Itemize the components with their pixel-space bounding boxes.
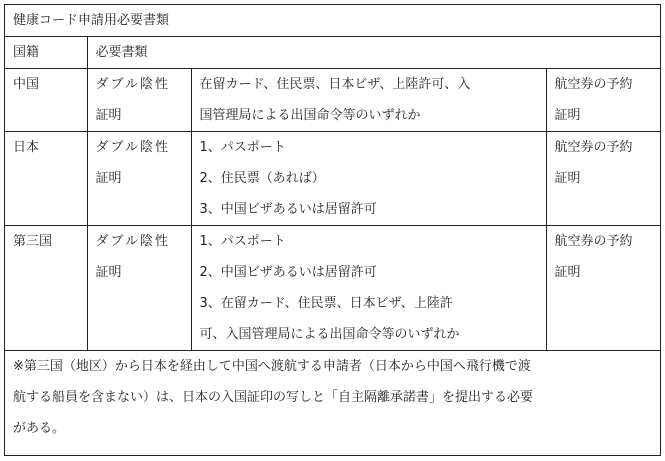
doc-line: 3、在留カード、住民票、日本ビザ、上陸許 (199, 296, 453, 311)
country-cell: 日本 (5, 132, 87, 226)
test-line: ダブル陰性 (95, 234, 170, 249)
header-row (5, 37, 660, 69)
document-title: 健康コード申請用必要書類 (5, 5, 660, 37)
table-row-china (5, 69, 660, 132)
flight-line: 航空券の予約 (554, 77, 633, 92)
note-cell (5, 351, 660, 445)
note-line: 航する船員を含まない）は、日本の入国証印の写しと「自主隔離承諾書」を提出する必要 (13, 390, 534, 405)
test-line: ダブル陰性 (95, 140, 170, 155)
test-cell (87, 69, 191, 132)
test-line: 証明 (95, 108, 122, 123)
country-cell: 中国 (5, 69, 87, 132)
doc-line: 在留カード、住民票、日本ビザ、上陸許可、入 (199, 77, 471, 92)
doc-line: 国管理局による出国命令等のいずれか (199, 108, 421, 123)
requirements-table (5, 5, 660, 444)
test-cell (87, 132, 191, 226)
flight-line: 証明 (554, 265, 581, 280)
test-line: 証明 (95, 265, 122, 280)
table-row-japan (5, 132, 660, 226)
flight-line: 証明 (554, 171, 581, 186)
docs-cell (191, 132, 546, 226)
test-line: ダブル陰性 (95, 77, 170, 92)
table-row-third-country (5, 226, 660, 351)
flight-cell (546, 132, 660, 226)
doc-line: 2、住民票（あれば） (199, 171, 325, 186)
doc-line: 1、パスポート (199, 234, 286, 249)
test-cell (87, 226, 191, 351)
doc-line: 2、中国ビザあるいは居留許可 (199, 265, 377, 280)
doc-line: 可、入国管理局による出国命令等のいずれか (199, 327, 460, 342)
title-row (5, 5, 660, 37)
header-documents: 必要書類 (87, 37, 660, 69)
flight-cell (546, 69, 660, 132)
requirements-document (4, 4, 661, 456)
flight-line: 航空券の予約 (554, 140, 633, 155)
doc-line: 3、中国ビザあるいは居留許可 (199, 202, 377, 217)
flight-line: 航空券の予約 (554, 234, 633, 249)
flight-line: 証明 (554, 108, 581, 123)
docs-cell (191, 69, 546, 132)
test-line: 証明 (95, 171, 122, 186)
country-cell: 第三国 (5, 226, 87, 351)
header-nationality: 国籍 (5, 37, 87, 69)
flight-cell (546, 226, 660, 351)
doc-line: 1、パスポート (199, 140, 286, 155)
docs-cell (191, 226, 546, 351)
note-row (5, 351, 660, 445)
note-line: ※第三国（地区）から日本を経由して中国へ渡航する申請者（日本から中国へ飛行機で渡 (13, 359, 531, 374)
note-line: がある。 (13, 421, 66, 436)
